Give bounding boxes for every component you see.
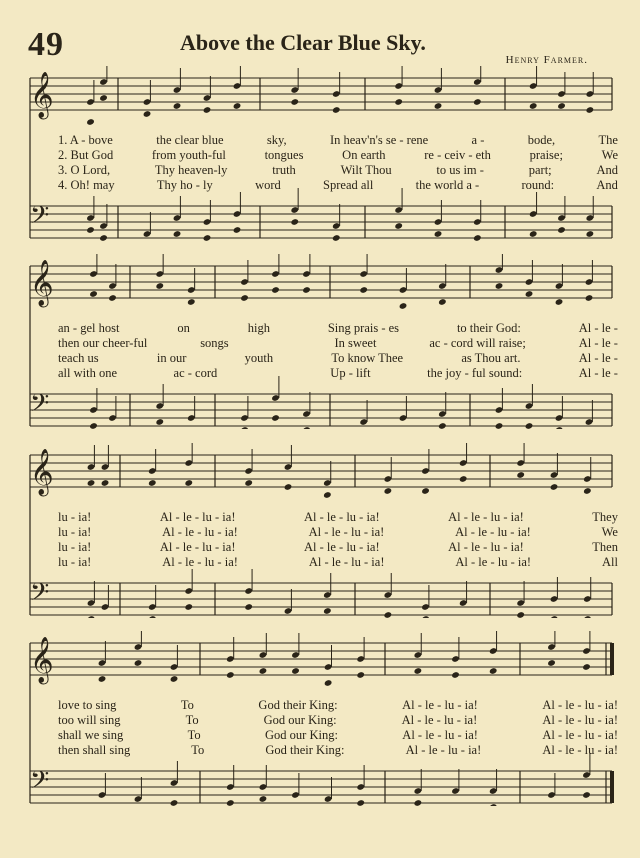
lyric-syllable: re - ceiv - eth [424,148,491,162]
bass-staff [30,389,612,426]
note-head [421,615,430,618]
note-head [555,298,564,306]
lyric-syllable: then our cheer-ful [58,336,148,350]
note-head [451,671,460,679]
lyric-syllable: Al - le - lu - ia! [303,510,380,524]
verse-line [58,555,618,570]
note-head [184,603,193,611]
bass-staff [30,578,612,615]
lyric-syllable: sky, [266,133,287,147]
note-head [155,282,164,290]
lyric-syllable: Al - le - lu - ia! [448,540,524,554]
note-head [134,659,143,667]
note-head [302,426,311,429]
bass-staff [30,766,612,803]
lyrics-block [58,510,618,570]
lyric-syllable: In sweet [334,336,377,350]
lyric-syllable: high [247,321,270,335]
lyric-syllable: Thy ho - ly [156,178,213,192]
note-head [324,679,333,687]
note-head [99,94,108,102]
treble-clef: 𝄞 [30,449,54,495]
note-head [434,230,443,238]
lyric-syllable: Al - le - lu - ia! [303,540,380,554]
note-head [550,483,559,491]
note-head [473,98,482,106]
note-head [240,426,249,429]
lyric-syllable: Wilt Thou [340,163,392,177]
note-head [414,799,423,806]
note-head [187,298,196,306]
lyric-syllable: To [191,743,205,757]
lyric-syllable: part; [528,163,552,177]
lyric-syllable: To [180,698,194,712]
bass-clef: 𝄢 [30,766,50,801]
note-head [583,487,592,495]
lyric-syllable: Al - le - lu - ia! [308,555,385,569]
lyric-syllable: Al - le - lu - ia! [455,525,531,539]
lyric-syllable: Al - le - lu - ia! [162,525,238,539]
lyric-syllable: from youth-ful [151,148,226,162]
lyric-syllable: love to sing [58,698,117,712]
note-head [259,667,268,675]
note-head [87,479,96,487]
treble-staff [30,72,612,120]
note-head [271,414,280,422]
bass-clef: 𝄢 [30,578,50,613]
note-head [155,418,164,426]
lyric-syllable: the joy - ful sound: [427,366,523,380]
note-head [434,102,443,110]
lyric-syllable: Al - le - lu - ia! [542,713,618,727]
lyric-syllable: to us im - [436,163,484,177]
bass-clef: 𝄢 [30,389,50,424]
note-head [489,803,498,806]
lyric-syllable: round: [521,178,555,192]
note-head [203,234,212,241]
note-head [101,479,110,487]
hymn-title: Above the Clear Blue Sky. [180,30,426,55]
note-head [495,422,504,429]
note-head [394,98,403,106]
lyric-syllable: praise; [529,148,563,162]
lyric-syllable: On earth [342,148,386,162]
note-head [547,659,556,667]
verse-line [58,336,618,351]
note-head [271,286,280,294]
note-head [384,611,393,618]
lyric-syllable: All [601,555,618,569]
note-head [550,615,559,618]
note-head [529,230,538,238]
treble-clef: 𝄞 [30,637,54,683]
note-head [226,799,235,806]
note-head [582,791,591,799]
lyrics-block [58,698,618,758]
note-head [582,663,591,671]
lyric-syllable: God our King: [265,728,338,742]
treble-staff [30,449,612,497]
lyric-syllable: word [255,178,281,192]
lyric-syllable: Al - le - lu - ia! [542,743,618,757]
lyric-syllable: an - gel host [58,321,120,335]
lyric-syllable: We [601,525,618,539]
lyric-syllable: And [596,178,618,192]
lyric-syllable: bode, [527,133,556,147]
note-head [170,675,179,683]
hymn-number: 49 [28,26,64,63]
lyric-syllable: Al - le - lu - ia! [162,555,238,569]
lyric-syllable: lu - ia! [58,510,92,524]
lyric-syllable: Al - le - lu - ia! [405,743,482,757]
note-head [525,422,534,429]
verse-line [58,178,618,193]
note-head [203,106,212,114]
lyric-syllable: ac - cord [173,366,218,380]
note-head [240,294,249,302]
lyric-syllable: then shall sing [58,743,131,757]
lyric-syllable: To [187,728,201,742]
lyric-syllable: Al - le - lu - ia! [542,728,618,742]
note-head [489,667,498,675]
verse-line [58,351,618,366]
note-head [359,286,368,294]
lyric-syllable: To know Thee [331,351,404,365]
lyric-syllable: Al - le - [578,321,618,335]
lyric-syllable: on [177,321,190,335]
note-head [89,422,98,429]
note-head [170,799,179,806]
note-head [525,290,534,298]
lyric-syllable: Al - le - [578,336,618,350]
lyric-syllable: lu - ia! [58,555,92,569]
note-head [291,667,300,675]
note-head [555,426,564,429]
note-head [356,799,365,806]
verse-line [58,366,618,381]
note-head [529,102,538,110]
note-head [244,479,253,487]
note-head [495,282,504,290]
note-head [233,226,242,234]
note-head [332,234,341,241]
lyric-syllable: To [185,713,199,727]
verse-line [58,713,618,728]
lyric-syllable: too will sing [58,713,121,727]
lyrics-block [58,133,618,193]
note-head [459,475,468,483]
verse-line [58,525,618,540]
lyric-syllable: Thy heaven-ly [154,163,228,177]
note-head [421,487,430,495]
note-head [356,671,365,679]
lyric-syllable: Al - le - lu - ia! [455,555,532,569]
lyric-syllable: songs [200,336,229,350]
verse-line [58,743,618,758]
lyric-syllable: God their King: [258,698,338,712]
lyric-syllable: Al - le - lu - ia! [401,713,478,727]
note-head [148,479,157,487]
lyric-syllable: Al - le - [578,351,618,365]
lyric-syllable: in our [156,351,187,365]
lyric-syllable: Al - le - lu - ia! [402,728,478,742]
lyric-syllable: truth [272,163,296,177]
note-head [516,611,525,618]
note-head [332,106,341,114]
bass-clef: 𝄢 [30,201,50,236]
lyric-syllable: Spread all [323,178,374,192]
treble-staff [30,637,612,685]
lyric-syllable: ac - cord will raise; [429,336,526,350]
note-head [384,487,393,495]
note-head [290,218,299,226]
note-head [89,290,98,298]
verse-line [58,133,618,148]
note-head [557,226,566,234]
lyric-syllable: Al - le - lu - ia! [402,698,478,712]
note-head [516,471,525,479]
note-head [87,615,96,618]
lyrics-block [58,321,618,381]
note-head [108,294,117,302]
note-head [583,615,592,618]
lyric-syllable: They [592,510,618,524]
note-head [290,98,299,106]
verse-line [58,148,618,163]
lyric-syllable: 2. But God [58,148,114,162]
lyric-syllable: a - [471,133,485,147]
treble-staff [30,260,612,308]
lyric-syllable: Sing prais - es [327,321,400,335]
lyric-syllable: Al - le - lu - ia! [542,698,618,712]
note-head [394,222,403,230]
lyric-syllable: Then [592,540,618,554]
lyric-syllable: And [596,163,618,177]
note-head [143,110,152,118]
lyric-syllable: to their God: [456,321,521,335]
lyric-syllable: Al - le - lu - ia! [159,540,236,554]
lyric-syllable: 3. O Lord, [58,163,111,177]
treble-clef: 𝄞 [30,72,54,118]
treble-clef: 𝄞 [30,260,54,306]
note-head [414,667,423,675]
lyric-syllable: tongues [264,148,304,162]
note-head [323,607,332,615]
lyric-syllable: the world a - [415,178,480,192]
note-head [148,615,157,618]
note-head [244,603,253,611]
lyric-syllable: In heav'n's se - rene [329,133,429,147]
note-head [323,491,332,499]
lyric-syllable: God our King: [263,713,337,727]
note-head [86,226,95,234]
note-head [98,675,107,683]
note-head [438,298,447,306]
verse-line [58,321,618,336]
lyric-syllable: 1. A - bove [58,133,113,147]
note-head [284,483,293,491]
note-head [399,302,408,310]
note-head [302,286,311,294]
bass-staff [30,201,612,238]
note-head [438,422,447,429]
composer-credit: Henry Farmer. [505,54,588,66]
note-head [99,234,108,241]
lyric-syllable: lu - ia! [58,540,92,554]
verse-line [58,163,618,178]
verse-line [58,510,618,525]
verse-line [58,728,618,743]
lyric-syllable: shall we sing [58,728,124,742]
lyric-syllable: We [601,148,618,162]
note-head [184,479,193,487]
note-head [86,118,95,126]
note-head [586,106,595,114]
lyric-syllable: Up - lift [330,366,371,380]
lyric-syllable: all with one [58,366,118,380]
lyric-syllable: lu - ia! [58,525,92,539]
note-head [259,795,268,803]
note-head [557,102,566,110]
lyric-syllable: Al - le - [578,366,618,380]
note-head [226,671,235,679]
lyric-syllable: youth [244,351,274,365]
lyric-syllable: Al - le - lu - ia! [448,510,524,524]
note-head [173,102,182,110]
verse-line [58,540,618,555]
note-head [586,230,595,238]
lyric-syllable: The [598,133,618,147]
lyric-syllable: God their King: [265,743,345,757]
lyric-syllable: Al - le - lu - ia! [159,510,236,524]
lyric-syllable: Al - le - lu - ia! [308,525,385,539]
verse-line [58,698,618,713]
lyric-syllable: the clear blue [156,133,224,147]
note-head [173,230,182,238]
lyric-syllable: teach us [58,351,99,365]
note-head [473,234,482,241]
lyric-syllable: as Thou art. [461,351,521,365]
lyric-syllable: 4. Oh! may [58,178,115,192]
note-head [233,102,242,110]
note-head [585,294,594,302]
